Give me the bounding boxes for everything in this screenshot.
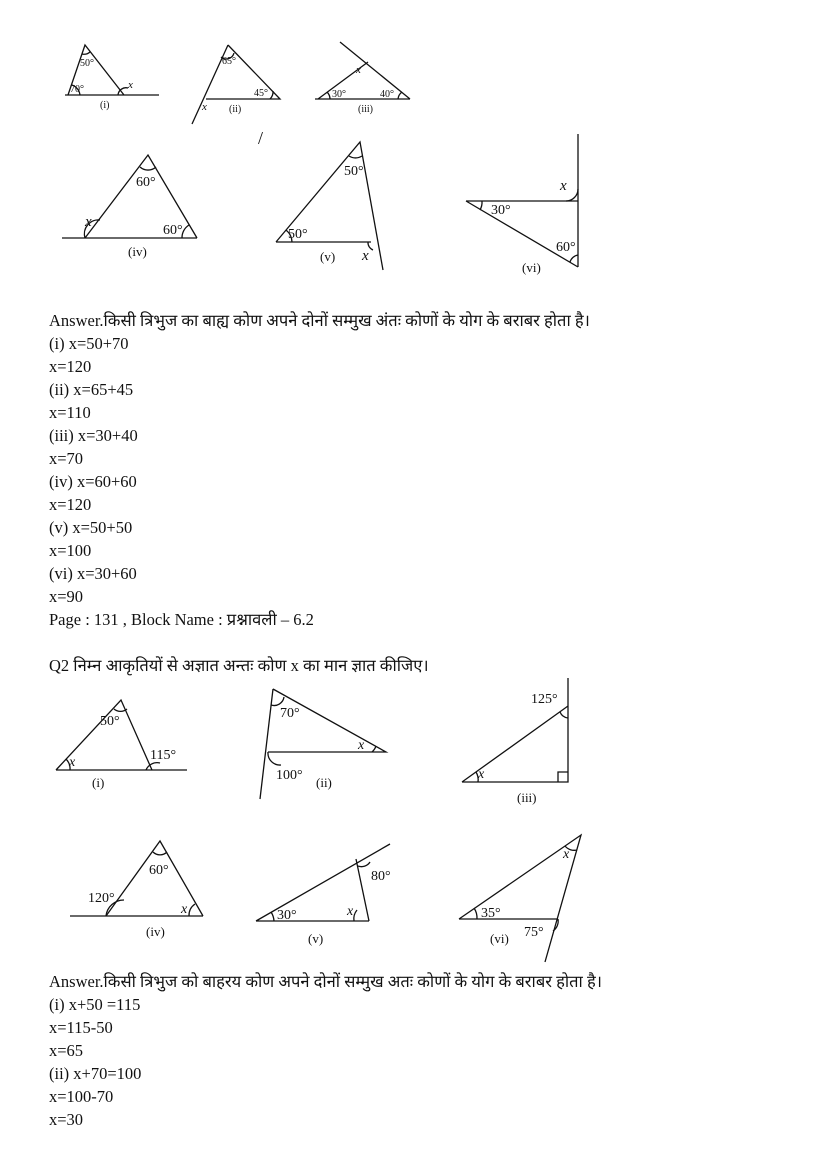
angle-label: 30° bbox=[491, 203, 511, 218]
angle-label: x bbox=[358, 738, 365, 753]
q2-figure-vi bbox=[455, 832, 585, 967]
top-figure-iv bbox=[60, 150, 205, 270]
answer-line: (ii) x+70=100 bbox=[49, 1064, 142, 1083]
figure-caption: (v) bbox=[320, 249, 336, 264]
question-2: Q2 निम्न आकृतियों से अज्ञात अन्तः कोण x का मान ज्ञात कीजिए। bbox=[49, 656, 429, 675]
top-figure-v bbox=[272, 140, 392, 275]
angle-label: 35° bbox=[481, 906, 501, 921]
angle-label: x bbox=[356, 64, 361, 76]
angle-label: x bbox=[560, 178, 567, 194]
angle-label: 30° bbox=[332, 89, 346, 100]
angle-label: x bbox=[128, 79, 133, 91]
angle-label: x bbox=[362, 248, 369, 264]
answer-line: (i) x=50+70 bbox=[49, 334, 129, 353]
figure-caption: (ii) bbox=[229, 104, 242, 115]
angle-label: 75° bbox=[524, 925, 544, 940]
angle-label: 45° bbox=[254, 88, 268, 99]
figure-caption: (vi) bbox=[522, 260, 541, 275]
angle-label: 60° bbox=[163, 223, 183, 238]
angle-label: 125° bbox=[531, 692, 558, 707]
answer-line: x=100-70 bbox=[49, 1087, 114, 1106]
q2-figure-i bbox=[52, 695, 192, 795]
figure-caption: (iii) bbox=[517, 790, 537, 805]
angle-label: 50° bbox=[80, 58, 94, 69]
angle-label: 115° bbox=[150, 748, 177, 763]
figure-caption: (vi) bbox=[490, 931, 509, 946]
answer-line: (iii) x=30+40 bbox=[49, 426, 138, 445]
answer-line: x=120 bbox=[49, 357, 92, 376]
answer-line: (iv) x=60+60 bbox=[49, 472, 137, 491]
angle-label: 70° bbox=[70, 84, 84, 95]
stray-mark: / bbox=[258, 128, 264, 148]
angle-label: 50° bbox=[344, 164, 364, 179]
figure-caption: (v) bbox=[308, 931, 324, 946]
answer-line: x=70 bbox=[49, 449, 84, 468]
answer-line: x=65 bbox=[49, 1041, 84, 1060]
top-figure-iii bbox=[310, 40, 415, 125]
angle-label: 50° bbox=[100, 714, 120, 729]
angle-label: x bbox=[181, 902, 188, 917]
angle-label: 60° bbox=[556, 240, 576, 255]
angle-label: x bbox=[347, 904, 354, 919]
angle-label: x bbox=[478, 767, 485, 782]
q2-figure-iii bbox=[458, 678, 578, 813]
angle-label: 60° bbox=[149, 863, 169, 878]
figure-caption: (iv) bbox=[128, 244, 147, 259]
top-figure-ii bbox=[188, 40, 288, 130]
answer-line: (ii) x=65+45 bbox=[49, 380, 134, 399]
angle-label: 60° bbox=[136, 175, 156, 190]
angle-label: x bbox=[563, 847, 570, 862]
angle-label: 100° bbox=[276, 768, 303, 783]
angle-label: 30° bbox=[277, 908, 297, 923]
q2-figure-iv bbox=[68, 838, 208, 948]
figure-caption: (ii) bbox=[316, 775, 332, 790]
figure-caption: (i) bbox=[92, 775, 105, 790]
q2-figure-v bbox=[252, 842, 397, 952]
answer-line: x=30 bbox=[49, 1110, 84, 1129]
top-figure-i bbox=[60, 40, 170, 120]
page-info: Page : 131 , Block Name : प्रश्नावली – 6.2 bbox=[49, 610, 314, 629]
answer-line: (vi) x=30+60 bbox=[49, 564, 137, 583]
answer-line: (v) x=50+50 bbox=[49, 518, 133, 537]
answer-heading: Answer.किसी त्रिभुज का बाह्य कोण अपने दोनों सम्मुख अंतः कोणों के योग के बराबर होता है। bbox=[49, 311, 590, 330]
answer-line: x=115-50 bbox=[49, 1018, 113, 1037]
answer-heading: Answer.किसी त्रिभुज को बाहरय कोण अपने दोनों सम्मुख अतः कोणों के योग के बराबर होता है। bbox=[49, 972, 602, 991]
angle-label: 70° bbox=[280, 706, 300, 721]
answer-line: x=90 bbox=[49, 587, 84, 606]
figure-caption: (iii) bbox=[358, 104, 373, 115]
angle-label: x bbox=[69, 755, 76, 770]
angle-label: 65° bbox=[222, 56, 236, 67]
answer-line: x=120 bbox=[49, 495, 92, 514]
angle-label: 80° bbox=[371, 869, 391, 884]
angle-label: 40° bbox=[380, 89, 394, 100]
figure-caption: (i) bbox=[100, 100, 110, 111]
q2-figure-ii bbox=[254, 685, 394, 805]
top-figure-vi bbox=[462, 134, 587, 274]
answer-line: (i) x+50 =115 bbox=[49, 995, 141, 1014]
answer-line: x=110 bbox=[49, 403, 91, 422]
answer-line: x=100 bbox=[49, 541, 92, 560]
figure-caption: (iv) bbox=[146, 924, 165, 939]
angle-label: 120° bbox=[88, 891, 115, 906]
angle-label: 50° bbox=[288, 227, 308, 242]
angle-label: x bbox=[85, 214, 92, 230]
angle-label: x bbox=[202, 101, 207, 113]
